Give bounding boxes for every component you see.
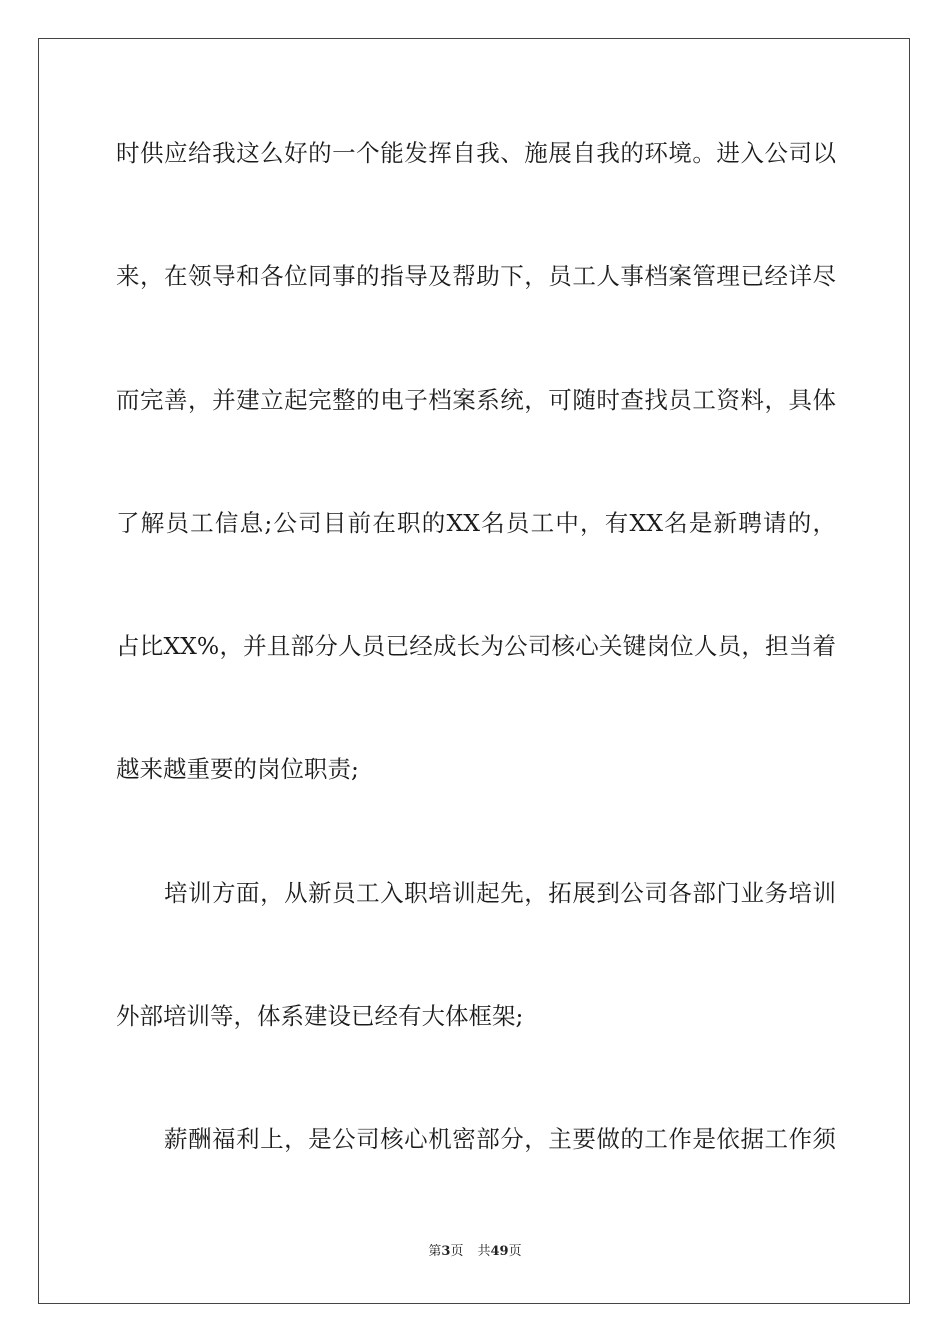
body-text-line-8: 外部培训等，体系建设已经有大体框架;	[116, 1002, 524, 1030]
total-suffix: 页	[508, 1244, 522, 1259]
page-footer	[0, 1244, 950, 1260]
body-text-line-1: 时供应给我这么好的一个能发挥自我、施展自我的环境。进入公司以	[116, 139, 836, 167]
body-text-line-4: 了解员工信息;公司目前在职的XX名员工中，有XX名是新聘请的，	[116, 509, 836, 537]
page-prefix: 第	[428, 1244, 442, 1259]
page-suffix: 页	[450, 1244, 464, 1259]
body-text-line-7: 培训方面，从新员工入职培训起先，拓展到公司各部门业务培训	[164, 879, 836, 907]
page-border	[38, 38, 910, 1304]
total-pages: 49	[490, 1244, 509, 1259]
body-text-line-9: 薪酬福利上，是公司核心机密部分，主要做的工作是依据工作须	[164, 1125, 836, 1153]
body-text-line-6: 越来越重要的岗位职责;	[116, 755, 359, 783]
total-prefix: 共	[477, 1244, 491, 1259]
body-text-line-2: 来，在领导和各位同事的指导及帮助下，员工人事档案管理已经详尽	[116, 262, 836, 290]
body-text-line-3: 而完善，并建立起完整的电子档案系统，可随时查找员工资料，具体	[116, 386, 836, 414]
page-number: 3	[441, 1244, 451, 1259]
body-text-line-5: 占比XX%，并且部分人员已经成长为公司核心关键岗位人员，担当着	[116, 632, 836, 660]
